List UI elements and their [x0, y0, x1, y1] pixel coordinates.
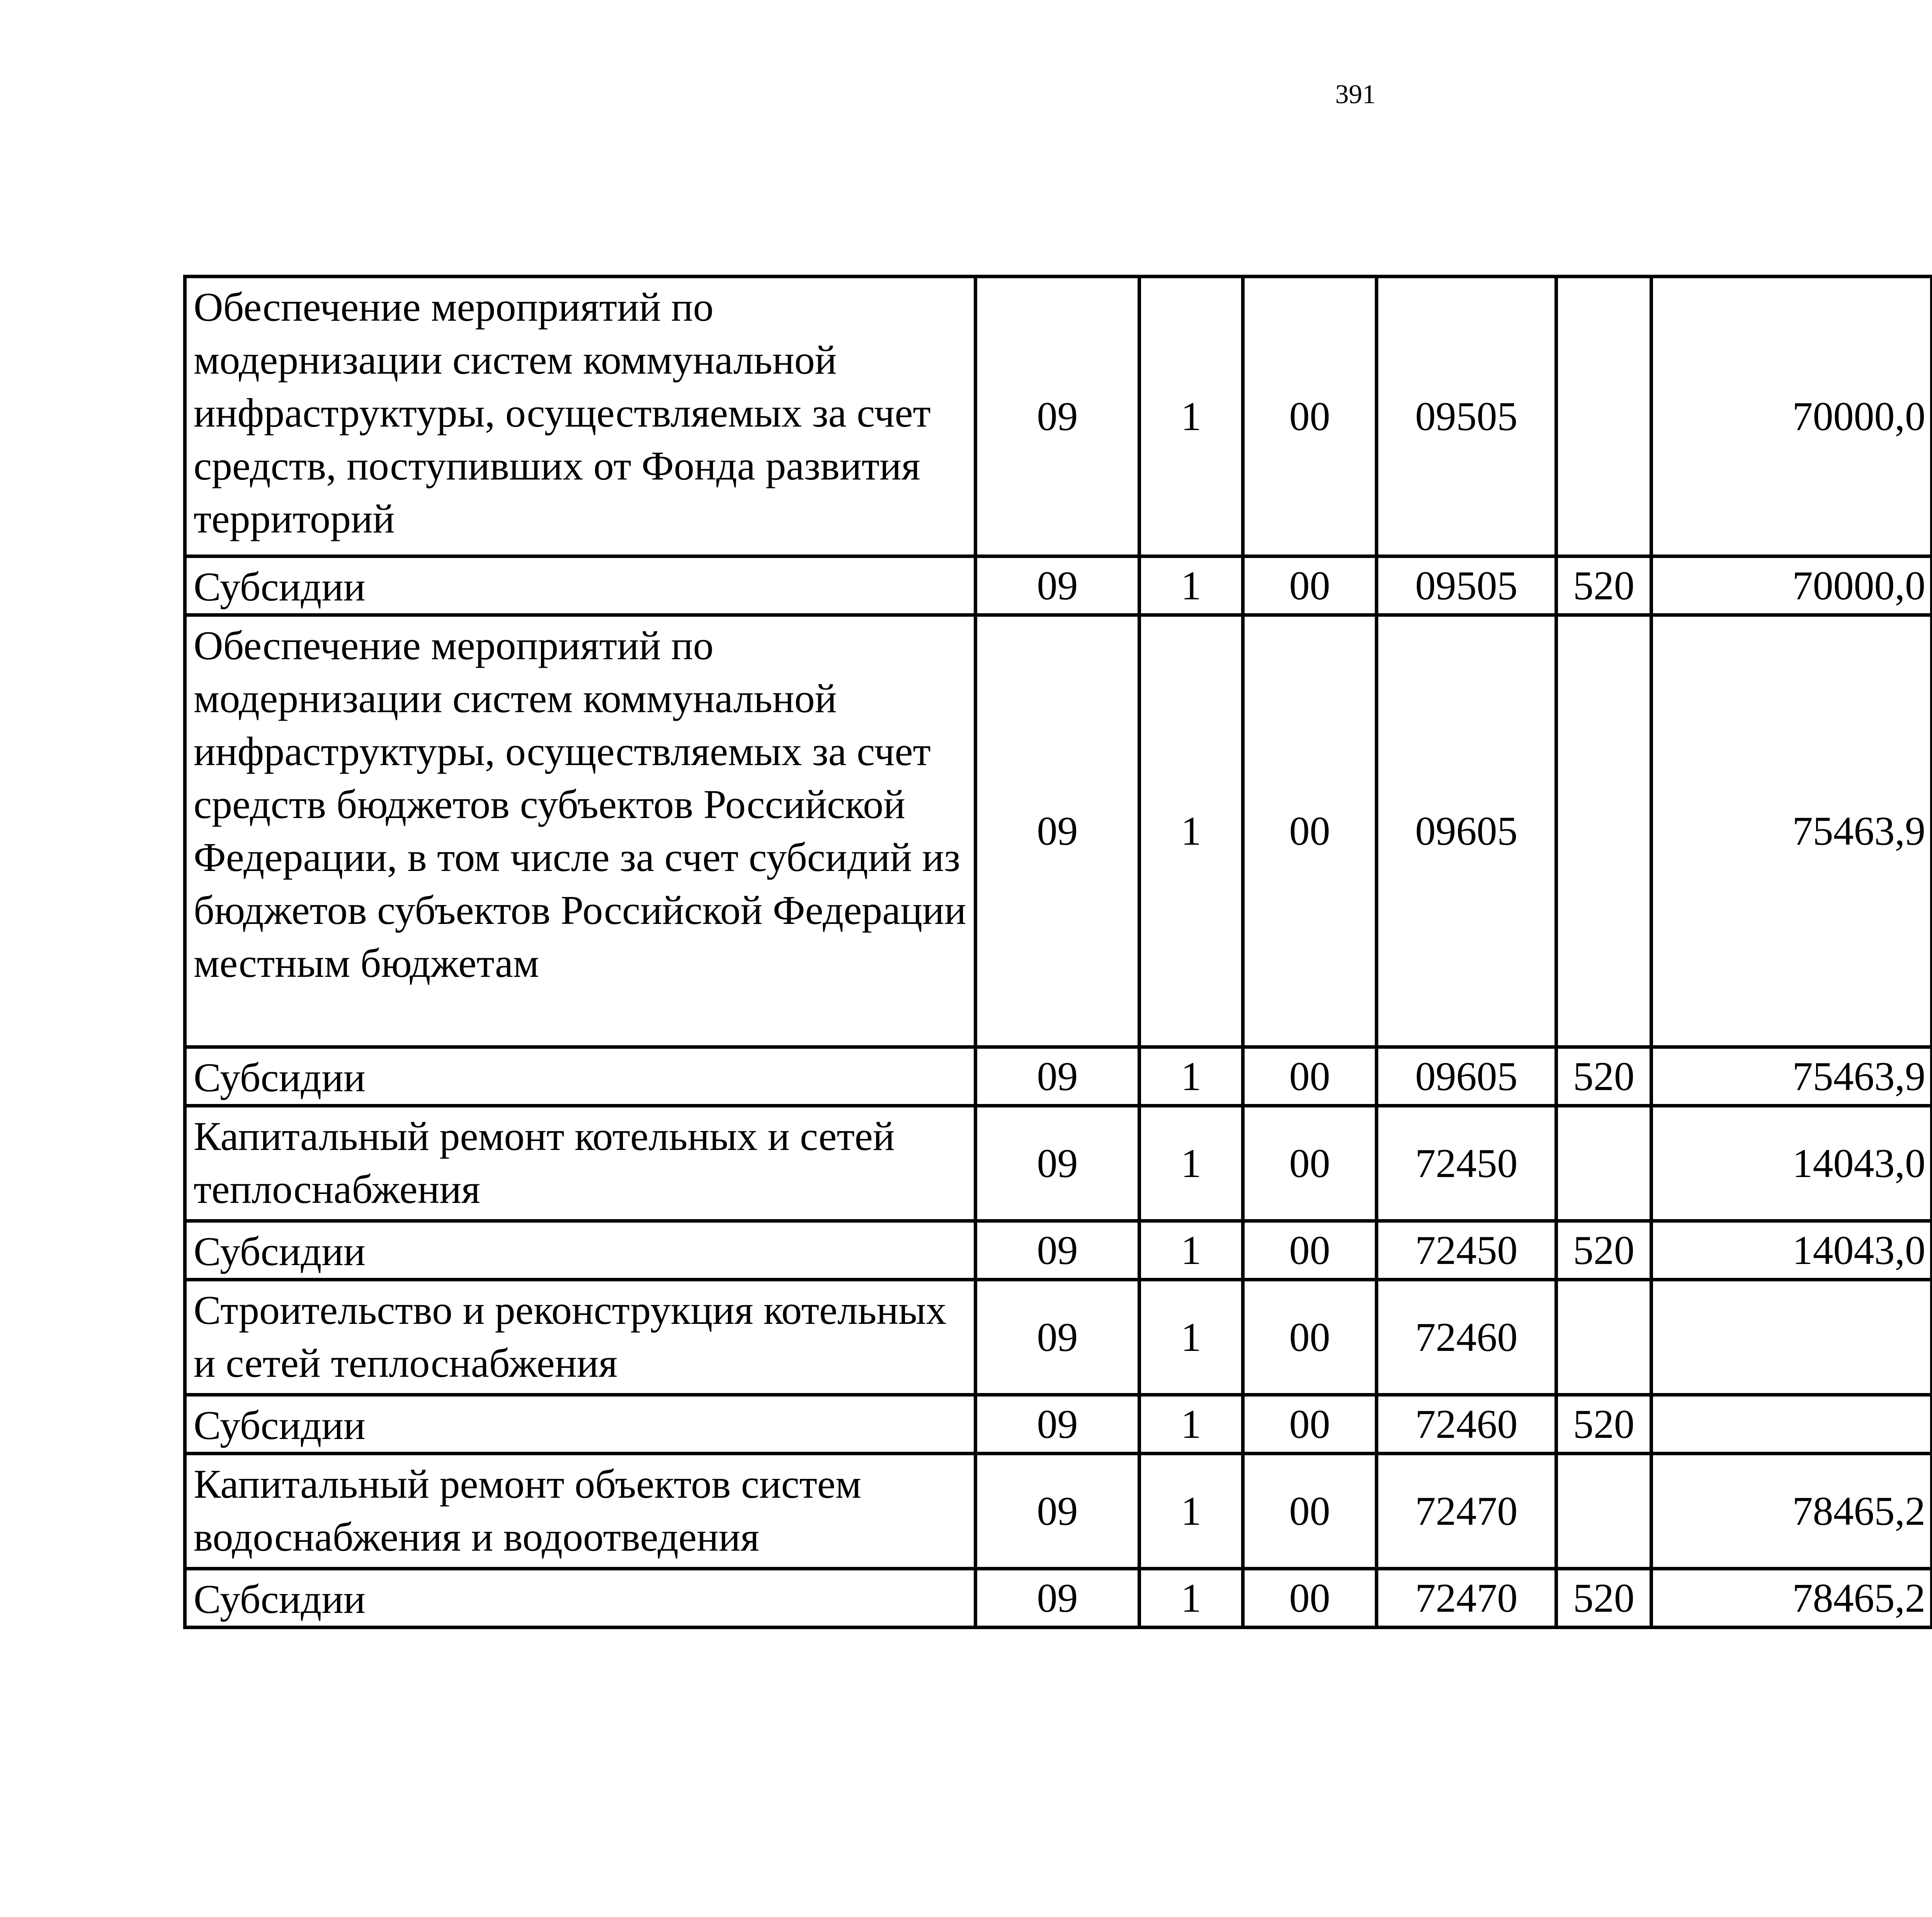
row-name-cell: [185, 1047, 976, 1106]
subprogram-code: 00: [1243, 1221, 1377, 1280]
row-name: Обеспечение мероприятий по модернизации систем коммунальной инфраструктуры, осуществляемых за счет средств бюджетов субъектов Российской Федерации, в том числе за счет субсидий из бюджетов субъектов Российской Федерации местным бюджетам: [194, 623, 966, 986]
target-code: 72460: [1377, 1280, 1556, 1395]
amount-1: 14043,0: [1651, 1106, 1932, 1221]
table-row: [185, 1569, 1932, 1628]
target-code: 09605: [1377, 615, 1556, 1047]
program-code: 1: [1139, 1047, 1243, 1106]
row-name-cell: [185, 1569, 976, 1628]
row-name: Субсидии: [194, 1055, 366, 1100]
section-code: 09: [976, 1395, 1139, 1454]
section-code: 09: [976, 615, 1139, 1047]
section-code: 09: [976, 1047, 1139, 1106]
subprogram-code: 00: [1243, 1280, 1377, 1395]
amount-1: 70000,0: [1651, 556, 1932, 615]
amount-1: [1651, 1280, 1932, 1395]
table-row: [185, 1280, 1932, 1395]
row-name-cell: [185, 277, 976, 556]
table-row: [185, 1047, 1932, 1106]
expense-type-code: [1556, 1280, 1651, 1395]
table-row: [185, 1106, 1932, 1221]
program-code: 1: [1139, 277, 1243, 556]
amount-1: 70000,0: [1651, 277, 1932, 556]
program-code: 1: [1139, 1569, 1243, 1628]
subprogram-code: 00: [1243, 1454, 1377, 1569]
section-code: 09: [976, 1569, 1139, 1628]
amount-1: 78465,2: [1651, 1569, 1932, 1628]
target-code: 09505: [1377, 277, 1556, 556]
row-name: Субсидии: [194, 1403, 366, 1448]
expense-type-code: [1556, 1106, 1651, 1221]
subprogram-code: 00: [1243, 615, 1377, 1047]
subprogram-code: 00: [1243, 1569, 1377, 1628]
program-code: 1: [1139, 1280, 1243, 1395]
expense-type-code: 520: [1556, 1047, 1651, 1106]
row-name-cell: [185, 1454, 976, 1569]
subprogram-code: 00: [1243, 1395, 1377, 1454]
page-number: 391: [1335, 80, 1376, 109]
target-code: 72460: [1377, 1395, 1556, 1454]
section-code: 09: [976, 1106, 1139, 1221]
row-name: Обеспечение мероприятий по модернизации систем коммунальной инфраструктуры, осуществляемых за счет средств, поступивших от Фонда развития территорий: [194, 284, 931, 541]
section-code: 09: [976, 1454, 1139, 1569]
target-code: 72450: [1377, 1106, 1556, 1221]
row-name-cell: [185, 1395, 976, 1454]
table-row: [185, 1221, 1932, 1280]
row-name: Капитальный ремонт объектов систем водоснабжения и водоотведения: [194, 1461, 862, 1560]
table-body: [185, 277, 1932, 1628]
target-code: 72450: [1377, 1221, 1556, 1280]
table-row: [185, 615, 1932, 1047]
amount-1: 14043,0: [1651, 1221, 1932, 1280]
row-name-cell: [185, 1280, 976, 1395]
table-row: [185, 277, 1932, 556]
row-name-cell: [185, 1106, 976, 1221]
subprogram-code: 00: [1243, 556, 1377, 615]
table-row: [185, 556, 1932, 615]
expense-type-code: 520: [1556, 1569, 1651, 1628]
program-code: 1: [1139, 1454, 1243, 1569]
section-code: 09: [976, 556, 1139, 615]
row-name: Субсидии: [194, 564, 366, 609]
row-name: Субсидии: [194, 1229, 366, 1274]
row-name: Строительство и реконструкция котельных и сетей теплоснабжения: [194, 1288, 947, 1386]
expense-type-code: [1556, 615, 1651, 1047]
row-name-cell: [185, 1221, 976, 1280]
target-code: 72470: [1377, 1454, 1556, 1569]
program-code: 1: [1139, 1221, 1243, 1280]
program-code: 1: [1139, 556, 1243, 615]
table-row: [185, 1395, 1932, 1454]
section-code: 09: [976, 1221, 1139, 1280]
row-name: Капитальный ремонт котельных и сетей теплоснабжения: [194, 1114, 895, 1212]
expense-type-code: 520: [1556, 1221, 1651, 1280]
budget-table: [183, 275, 1932, 1629]
section-code: 09: [976, 277, 1139, 556]
amount-1: 78465,2: [1651, 1454, 1932, 1569]
amount-1: [1651, 1395, 1932, 1454]
expense-type-code: [1556, 277, 1651, 556]
program-code: 1: [1139, 1106, 1243, 1221]
section-code: 09: [976, 1280, 1139, 1395]
table-row: [185, 1454, 1932, 1569]
expense-type-code: [1556, 1454, 1651, 1569]
target-code: 09505: [1377, 556, 1556, 615]
row-name-cell: [185, 556, 976, 615]
program-code: 1: [1139, 615, 1243, 1047]
expense-type-code: 520: [1556, 556, 1651, 615]
subprogram-code: 00: [1243, 1047, 1377, 1106]
subprogram-code: 00: [1243, 1106, 1377, 1221]
amount-1: 75463,9: [1651, 615, 1932, 1047]
row-name: Субсидии: [194, 1577, 366, 1622]
target-code: 72470: [1377, 1569, 1556, 1628]
target-code: 09605: [1377, 1047, 1556, 1106]
program-code: 1: [1139, 1395, 1243, 1454]
row-name-cell: [185, 615, 976, 1047]
subprogram-code: 00: [1243, 277, 1377, 556]
expense-type-code: 520: [1556, 1395, 1651, 1454]
amount-1: 75463,9: [1651, 1047, 1932, 1106]
